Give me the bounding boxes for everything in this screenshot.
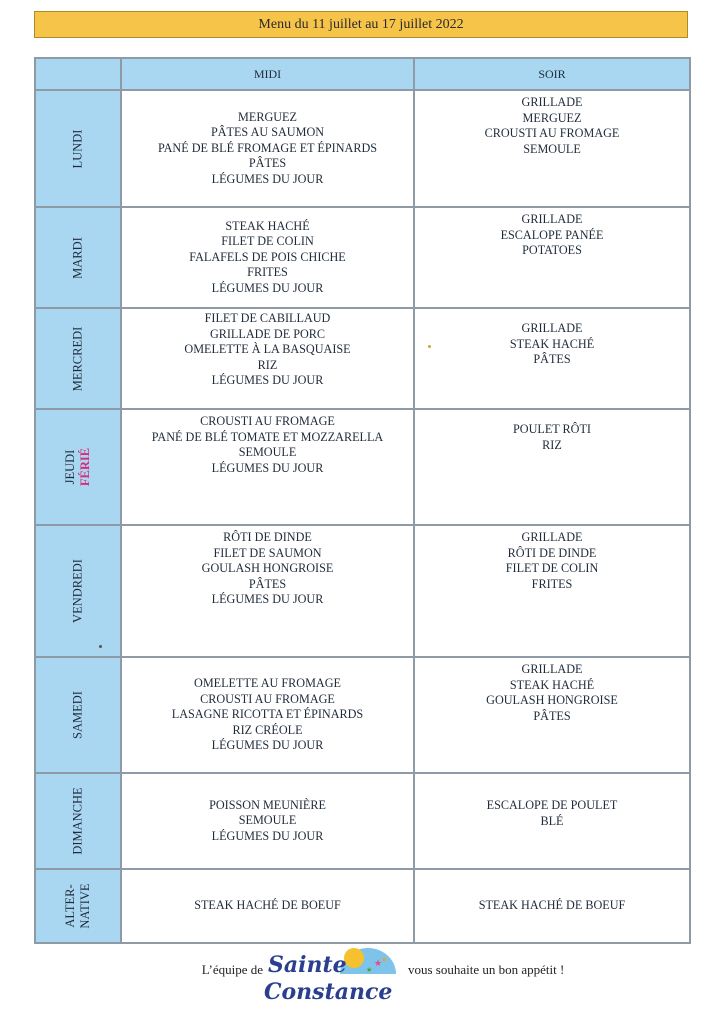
menu-item: RIZ bbox=[542, 437, 562, 452]
menu-item: FILET DE COLIN bbox=[221, 234, 314, 249]
header-midi: MIDI bbox=[121, 58, 414, 90]
menu-item: LÉGUMES DU JOUR bbox=[211, 592, 324, 606]
menu-title-bar bbox=[34, 11, 688, 38]
menu-item: GRILLADE bbox=[521, 321, 583, 335]
menu-item: CROUSTI AU FROMAGE bbox=[484, 126, 620, 140]
menu-item: PANÉ DE BLÉ TOMATE ET MOZZARELLA bbox=[151, 429, 384, 444]
logo-text-line2: Constance bbox=[264, 979, 393, 1005]
header-corner bbox=[35, 58, 121, 90]
menu-item: STEAK HACHÉ bbox=[225, 218, 310, 233]
alternative-label-2: NATIVE bbox=[78, 883, 92, 929]
menu-title: Menu du 11 juillet au 17 juillet 2022 bbox=[258, 16, 464, 32]
menu-item: LÉGUMES DU JOUR bbox=[211, 373, 324, 387]
soir-cell-vendredi bbox=[414, 525, 690, 657]
day-cell-samedi bbox=[35, 657, 121, 773]
menu-item: FILET DE COLIN bbox=[505, 561, 599, 575]
menu-item: PÂTES bbox=[248, 576, 287, 591]
logo-text-line1: Sainte bbox=[268, 952, 347, 978]
menu-item: CROUSTI AU FROMAGE bbox=[200, 691, 335, 706]
day-cell-jeudi bbox=[35, 409, 121, 525]
midi-cell-alternative bbox=[121, 869, 414, 943]
menu-item: GRILLADE bbox=[521, 212, 583, 226]
day-cell-lundi bbox=[35, 90, 121, 207]
svg-text:★: ★ bbox=[381, 956, 388, 964]
alternative-label-1: ALTER- bbox=[63, 884, 77, 928]
menu-item: POULET RÔTI bbox=[513, 422, 591, 436]
footer-left-text: L’équipe de bbox=[201, 962, 263, 977]
day-row-dimanche bbox=[35, 773, 690, 869]
menu-item: CROUSTI AU FROMAGE bbox=[200, 414, 335, 428]
menu-item: POTATOES bbox=[522, 243, 582, 257]
day-row-alternative bbox=[35, 869, 690, 943]
menu-item: LASAGNE RICOTTA ET ÉPINARDS bbox=[171, 707, 364, 722]
menu-table bbox=[34, 57, 691, 944]
menu-item: STEAK HACHÉ DE BOEUF bbox=[478, 898, 626, 913]
sainte-constance-logo bbox=[262, 944, 408, 1008]
menu-item: SEMOULE bbox=[523, 141, 581, 156]
menu-item: OMELETTE AU FROMAGE bbox=[194, 676, 341, 691]
midi-cell-jeudi bbox=[121, 409, 414, 525]
menu-item: GRILLADE bbox=[521, 662, 583, 676]
menu-item: SEMOULE bbox=[238, 445, 297, 459]
menu-item: STEAK HACHÉ bbox=[509, 336, 595, 351]
day-label: JEUDI bbox=[63, 449, 77, 485]
menu-item: FILET DE CABILLAUD bbox=[204, 311, 331, 325]
day-row-vendredi bbox=[35, 525, 690, 657]
midi-cell-mardi bbox=[121, 207, 414, 308]
menu-item: LÉGUMES DU JOUR bbox=[211, 460, 324, 475]
footer bbox=[0, 944, 725, 1024]
menu-item: ESCALOPE DE POULET bbox=[486, 798, 618, 812]
day-cell-dimanche bbox=[35, 773, 121, 869]
day-cell-mardi bbox=[35, 207, 121, 308]
menu-item: GRILLADE DE PORC bbox=[209, 326, 326, 341]
menu-item: FALAFELS DE POIS CHICHE bbox=[189, 249, 346, 264]
header-soir: SOIR bbox=[414, 58, 690, 90]
midi-cell-lundi bbox=[121, 90, 414, 207]
day-row-lundi bbox=[35, 90, 690, 207]
menu-item: FRITES bbox=[247, 265, 288, 280]
soir-cell-samedi bbox=[414, 657, 690, 773]
menu-item: STEAK HACHÉ DE BOEUF bbox=[194, 898, 341, 913]
menu-item: LÉGUMES DU JOUR bbox=[211, 171, 324, 186]
menu-item: RIZ bbox=[257, 357, 278, 372]
day-cell-vendredi bbox=[35, 525, 121, 657]
menu-item: ESCALOPE PANÉE bbox=[500, 227, 604, 242]
menu-item: FRITES bbox=[531, 576, 573, 591]
soir-cell-dimanche bbox=[414, 773, 690, 869]
menu-item: GRILLADE bbox=[521, 530, 583, 544]
menu-item: GOULASH HONGROISE bbox=[201, 561, 334, 575]
menu-item: BLÉ bbox=[540, 813, 564, 828]
day-label: VENDREDI bbox=[70, 559, 85, 623]
day-label: MERCREDI bbox=[70, 326, 85, 391]
midi-cell-samedi bbox=[121, 657, 414, 773]
day-label: DIMANCHE bbox=[70, 787, 85, 855]
day-label: MARDI bbox=[70, 236, 85, 279]
footer-right-text: vous souhaite un bon appétit ! bbox=[408, 962, 565, 977]
menu-item: STEAK HACHÉ bbox=[509, 677, 595, 692]
soir-cell-mercredi bbox=[414, 308, 690, 409]
menu-item: RIZ CRÉOLE bbox=[232, 722, 303, 737]
day-cell-alternative bbox=[35, 869, 121, 943]
menu-item: PÂTES AU SAUMON bbox=[210, 125, 325, 140]
day-cell-mercredi bbox=[35, 308, 121, 409]
day-label: LUNDI bbox=[70, 129, 85, 168]
menu-item: PÂTES bbox=[533, 708, 571, 723]
menu-item: OMELETTE À LA BASQUAISE bbox=[184, 342, 351, 356]
menu-item: PANÉ DE BLÉ FROMAGE ET ÉPINARDS bbox=[157, 140, 378, 155]
menu-item: RÔTI DE DINDE bbox=[223, 530, 312, 544]
menu-item: PÂTES bbox=[248, 156, 287, 171]
midi-cell-vendredi bbox=[121, 525, 414, 657]
menu-item: FILET DE SAUMON bbox=[213, 545, 322, 560]
menu-item: LÉGUMES DU JOUR bbox=[211, 738, 324, 753]
day-row-mardi bbox=[35, 207, 690, 308]
logo-graphic bbox=[262, 944, 408, 1008]
menu-item: POISSON MEUNIÈRE bbox=[209, 797, 326, 812]
soir-cell-mardi bbox=[414, 207, 690, 308]
menu-item: GRILLADE bbox=[521, 95, 583, 109]
menu-item: GOULASH HONGROISE bbox=[486, 693, 618, 707]
menu-item: SEMOULE bbox=[238, 813, 297, 828]
svg-text:★: ★ bbox=[366, 966, 373, 974]
day-row-mercredi bbox=[35, 308, 690, 409]
day-row-jeudi bbox=[35, 409, 690, 525]
menu-item: RÔTI DE DINDE bbox=[507, 545, 597, 560]
table-header-row bbox=[35, 58, 690, 90]
ferie-label: FÉRIÉ bbox=[78, 447, 92, 487]
day-row-samedi bbox=[35, 657, 690, 773]
logo-sun-icon bbox=[344, 948, 364, 968]
menu-item: MERGUEZ bbox=[522, 110, 582, 125]
menu-item: LÉGUMES DU JOUR bbox=[211, 828, 324, 843]
midi-cell-dimanche bbox=[121, 773, 414, 869]
menu-item: LÉGUMES DU JOUR bbox=[211, 280, 324, 295]
midi-cell-mercredi bbox=[121, 308, 414, 409]
menu-item: PÂTES bbox=[533, 352, 571, 366]
scan-speck bbox=[428, 345, 431, 348]
svg-text:★: ★ bbox=[374, 959, 383, 969]
soir-cell-jeudi bbox=[414, 409, 690, 525]
soir-cell-alternative bbox=[414, 869, 690, 943]
scan-speck bbox=[99, 645, 102, 648]
menu-item: MERGUEZ bbox=[238, 109, 297, 124]
day-label: SAMEDI bbox=[70, 691, 85, 739]
soir-cell-lundi bbox=[414, 90, 690, 207]
